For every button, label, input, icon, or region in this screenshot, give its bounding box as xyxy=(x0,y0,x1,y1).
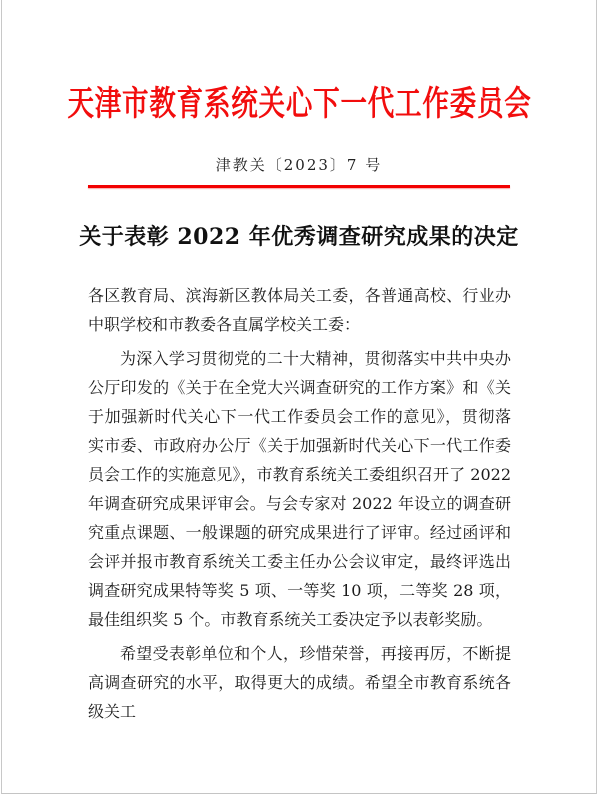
letterhead xyxy=(2,84,596,124)
letterhead-red-divider xyxy=(88,185,510,188)
body-paragraph-2: 希望受表彰单位和个人，珍惜荣誉，再接再厉，不断提高调查研究的水平，取得更大的成绩。希望全市教育系统各级关工 xyxy=(88,644,511,721)
body-paragraph-1: 为深入学习贯彻党的二十大精神，贯彻落实中共中央办公厅印发的《关于在全党大兴调查研究的工作方案》和《关于加强新时代关心下一代工作委员会工作的意见》，贯彻落实市委、市政府办公厅《关于加强新时代关心下一代工作委员会工作的实施意见》，市教育系统关工委组织召开了 2022 年调查研究成果评审会。与会专家对 2022 年设立的调查研究重点课题、一般课题的研究成果进行了评审。经过函评和会评并报市教育系统关工委主任办公会议审定，最终评选出调查研究成果特等奖 5 项、一等奖 10 项，二等奖 28 项，最佳组织奖 5 个。市教育系统关工委决定予以表彰奖励。 xyxy=(88,349,511,629)
document-number: 津教关〔2023〕7 号 xyxy=(215,156,383,174)
document-title: 关于表彰 2022 年优秀调查研究成果的决定 xyxy=(79,224,519,250)
document-body xyxy=(88,281,511,726)
document-page xyxy=(1,0,597,794)
addressee-paragraph: 各区教育局、滨海新区教体局关工委，各普通高校、行业办中职学校和市教委各直属学校关工委： xyxy=(88,286,511,334)
letterhead-org-title: 天津市教育系统关心下一代工作委员会 xyxy=(67,84,532,124)
